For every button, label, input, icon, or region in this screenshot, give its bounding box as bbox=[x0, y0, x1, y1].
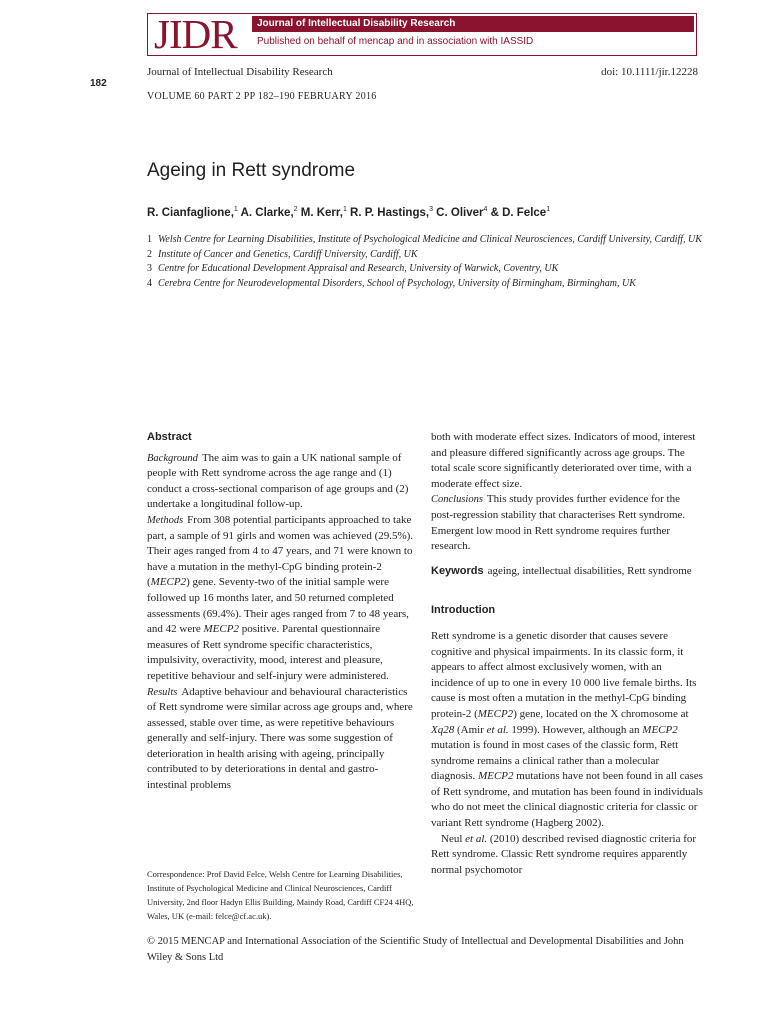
right-column bbox=[431, 430, 703, 878]
abstract-results-continued: both with moderate effect sizes. Indicators of mood, interest and pleasure differed significantly across age groups. The total scale score significantly deteriorated over time, with a moderate effect size. bbox=[431, 431, 696, 490]
methods-text: ) gene. Seventy-two of the initial sample were followed up 16 months later, and 50 returned completed assessments (69.4%). Their ages ranged from 7 to 48 years, and 42 were bbox=[147, 576, 409, 636]
chromosome-locus: Xq28 bbox=[431, 723, 455, 736]
affiliation-item bbox=[147, 263, 702, 278]
citation-etal: et al. bbox=[486, 723, 509, 736]
author-list bbox=[147, 206, 550, 219]
running-journal-name: Journal of Intellectual Disability Research bbox=[147, 66, 333, 78]
journal-logo: JIDR bbox=[154, 11, 237, 57]
keywords bbox=[431, 564, 703, 580]
volume-line: VOLUME 60 PART 2 PP 182–190 FEBRUARY 2016 bbox=[147, 91, 377, 102]
banner-published-on-behalf: Published on behalf of mencap and in association with IASSID bbox=[257, 36, 534, 47]
results-text: Adaptive behaviour and behavioural characteristics of Rett syndrome were similar across age groups and, where assessed, stable over time, as were repetitive behaviours generally and self-injury. There was some suggestion of deterioration in health arising with ageing, principally contributed to by deteriorations in dental and gastro-intestinal problems bbox=[147, 685, 413, 792]
abstract-heading: Abstract bbox=[147, 431, 192, 443]
abstract-results bbox=[147, 685, 415, 794]
affiliation-text: Welsh Centre for Learning Disabilities, Institute of Psychological Medicine and Clinical Neurosciences, Cardiff University, Cardiff, UK bbox=[158, 234, 702, 245]
introduction-heading: Introduction bbox=[431, 604, 496, 617]
correspondence-note: Correspondence: Prof David Felce, Welsh Centre for Learning Disabilities, Institute of Psychological Medicine and Clinical Neurosciences, Cardiff University, 2nd floor Hadyn Ellis Building, Maindy Road, Cardiff CF24 4HQ, Wales, UK (e-mail: felce@cf.ac.uk). bbox=[147, 869, 414, 921]
journal-banner bbox=[147, 13, 697, 56]
author-name: R. P. Hastings, bbox=[346, 206, 430, 219]
intro-text: (2010) described revised diagnostic criteria for Rett syndrome. Classic Rett syndrome requires apparently normal psychomotor bbox=[431, 832, 697, 876]
affiliation-number: 1 bbox=[147, 234, 152, 245]
copyright-notice: © 2015 MENCAP and International Association of the Scientific Study of Intellectual and Developmental Disabilities and John Wiley & Sons Ltd bbox=[147, 936, 684, 963]
abstract-background bbox=[147, 451, 415, 513]
author-affiliation-mark: 1 bbox=[546, 206, 551, 213]
author-affiliation-mark: 1 bbox=[233, 206, 238, 213]
background-text: The aim was to gain a UK national sample of people with Rett syndrome across the age range and (1) conduct a cross-sectional comparison of age groups and (2) undertake a longitudinal follow-up. bbox=[147, 451, 409, 511]
conclusions-text: This study provides further evidence for the post-regression stability that characterises Rett syndrome. Emergent low mood in Rett syndrome requires further research. bbox=[431, 493, 686, 553]
methods-text: positive. Parental questionnaire measures of Rett syndrome specific characteristics, impulsivity, overactivity, mood, interest and pleasure, repetitive behaviour and self-injury were administered. bbox=[147, 623, 389, 682]
banner-text-block bbox=[252, 16, 694, 53]
intro-text: mutations have not been found in all cases of Rett syndrome, and mutation has been found in individuals who do not meet the clinical diagnostic criteria for classic or variant Rett syndrome (Hagberg 2002). bbox=[431, 770, 703, 830]
methods-label: Methods bbox=[147, 514, 184, 526]
gene-name: MECP2 bbox=[478, 770, 514, 783]
author-name: & D. Felce bbox=[487, 206, 547, 219]
affiliations-list bbox=[147, 234, 702, 292]
page-number: 182 bbox=[90, 78, 107, 89]
author-name: M. Kerr, bbox=[297, 206, 343, 219]
affiliation-number: 4 bbox=[147, 277, 152, 289]
background-label: Background bbox=[147, 452, 198, 464]
conclusions-label: Conclusions bbox=[431, 494, 483, 506]
author-name: C. Oliver bbox=[432, 206, 484, 219]
banner-journal-full-name: Journal of Intellectual Disability Research bbox=[252, 16, 694, 32]
author-affiliation-mark: 2 bbox=[293, 206, 298, 213]
keywords-text: ageing, intellectual disabilities, Rett syndrome bbox=[487, 564, 692, 577]
introduction-paragraph bbox=[431, 629, 703, 832]
methods-text: From 308 potential participants approached to take part, a sample of 91 girls and women was achieved (29.5%). Their ages ranged from 4 to 47 years, and 71 were known to have a mutation in the methyl-CpG binding protein-2 ( bbox=[147, 513, 414, 589]
author-affiliation-mark: 1 bbox=[342, 206, 347, 213]
intro-text: (Amir bbox=[454, 723, 487, 736]
introduction-paragraph bbox=[431, 832, 703, 879]
author-name: A. Clarke, bbox=[237, 206, 294, 219]
doi-link[interactable]: doi: 10.1111/jir.12228 bbox=[601, 66, 698, 78]
citation-etal: et al. bbox=[465, 832, 488, 845]
affiliation-text: Cerebra Centre for Neurodevelopmental Disorders, School of Psychology, University of Birmingham, Birmingham, UK bbox=[158, 277, 636, 289]
author-name: R. Cianfaglione, bbox=[147, 206, 234, 219]
affiliation-number: 3 bbox=[147, 263, 152, 274]
intro-text: Rett syndrome is a genetic disorder that causes severe cognitive and physical impairments. In its classic form, it appears to affect almost exclusively women, with an incidence of up to one in every 10 000 live female births. Its cause is most often a mutation in the methyl-CpG binding protein-2 ( bbox=[431, 629, 697, 720]
intro-text: 1999). However, although an bbox=[508, 723, 643, 736]
abstract-conclusions bbox=[431, 492, 703, 554]
intro-text: mutation is found in most cases of the classic form, Rett syndrome remains a clinical rather than a molecular diagnosis. bbox=[431, 739, 679, 783]
gene-name: MECP2 bbox=[477, 707, 514, 720]
article-title: Ageing in Rett syndrome bbox=[147, 160, 356, 181]
results-label: Results bbox=[147, 686, 178, 698]
left-column bbox=[147, 430, 415, 794]
gene-name: MECP2 bbox=[150, 576, 187, 589]
author-affiliation-mark: 4 bbox=[483, 206, 488, 213]
affiliation-text: Centre for Educational Development Appraisal and Research, University of Warwick, Coventry, UK bbox=[158, 263, 559, 274]
affiliation-item bbox=[147, 249, 702, 264]
author-affiliation-mark: 3 bbox=[429, 206, 433, 213]
intro-text: ) gene, located on the X chromosome at bbox=[513, 707, 689, 720]
affiliation-item bbox=[147, 234, 702, 249]
affiliation-number: 2 bbox=[147, 248, 152, 260]
intro-text: Neul bbox=[441, 832, 466, 845]
gene-name: MECP2 bbox=[203, 623, 239, 636]
abstract-methods bbox=[147, 513, 415, 685]
affiliation-item bbox=[147, 278, 702, 293]
keywords-label: Keywords bbox=[431, 564, 484, 577]
gene-name: MECP2 bbox=[642, 723, 678, 736]
affiliation-text: Institute of Cancer and Genetics, Cardiff University, Cardiff, UK bbox=[158, 248, 418, 260]
